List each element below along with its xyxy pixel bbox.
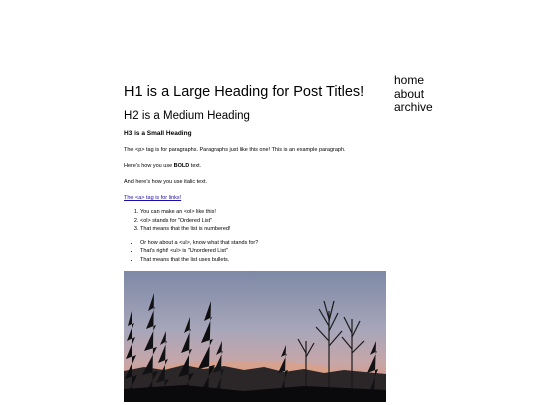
ordered-list bbox=[124, 208, 386, 234]
italic-paragraph bbox=[124, 179, 386, 186]
example-paragraph: The <p> tag is for paragraphs. Paragraphs just like this one! This is an example paragraph. bbox=[124, 147, 346, 153]
link-paragraph bbox=[124, 195, 386, 202]
medium-heading: H2 is a Medium Heading bbox=[124, 110, 250, 122]
unordered-list-item: • That's right! <ul> is "Unordered List" bbox=[140, 247, 386, 256]
bold-paragraph bbox=[124, 163, 386, 170]
italic-after-text: text. bbox=[195, 179, 207, 185]
nav-archive-link[interactable]: archive bbox=[394, 100, 433, 114]
nav-about-link[interactable]: about bbox=[394, 86, 425, 101]
italic-before-text: And here's how you use bbox=[124, 179, 185, 185]
site-nav bbox=[394, 74, 433, 115]
bold-text: BOLD bbox=[173, 163, 190, 169]
ordered-list-item: 3. That means that the list is numbered! bbox=[140, 225, 386, 234]
italic-text: italic bbox=[184, 179, 196, 185]
ordered-list-item: 1. You can make an <ol> like this! bbox=[140, 208, 386, 217]
nav-home-link[interactable]: home bbox=[394, 73, 425, 87]
unordered-list-item: • That means that the list uses bullets. bbox=[140, 256, 386, 265]
bold-before-text: Here's how you use bbox=[124, 163, 174, 169]
unordered-list-item: • Or how about a <ul>, know what that stands for? bbox=[140, 239, 386, 248]
small-heading: H3 is a Small Heading bbox=[124, 130, 192, 137]
bold-after-text: text. bbox=[189, 163, 202, 169]
example-link[interactable]: The <a> tag is for links! bbox=[124, 195, 182, 201]
post-content bbox=[124, 84, 386, 402]
post-title: H1 is a Large Heading for Post Titles! bbox=[124, 84, 365, 100]
ordered-list-item: 2. <ol> stands for "Ordered List" bbox=[140, 217, 386, 226]
unordered-list bbox=[124, 239, 386, 265]
sunset-forest-photo bbox=[124, 271, 386, 402]
